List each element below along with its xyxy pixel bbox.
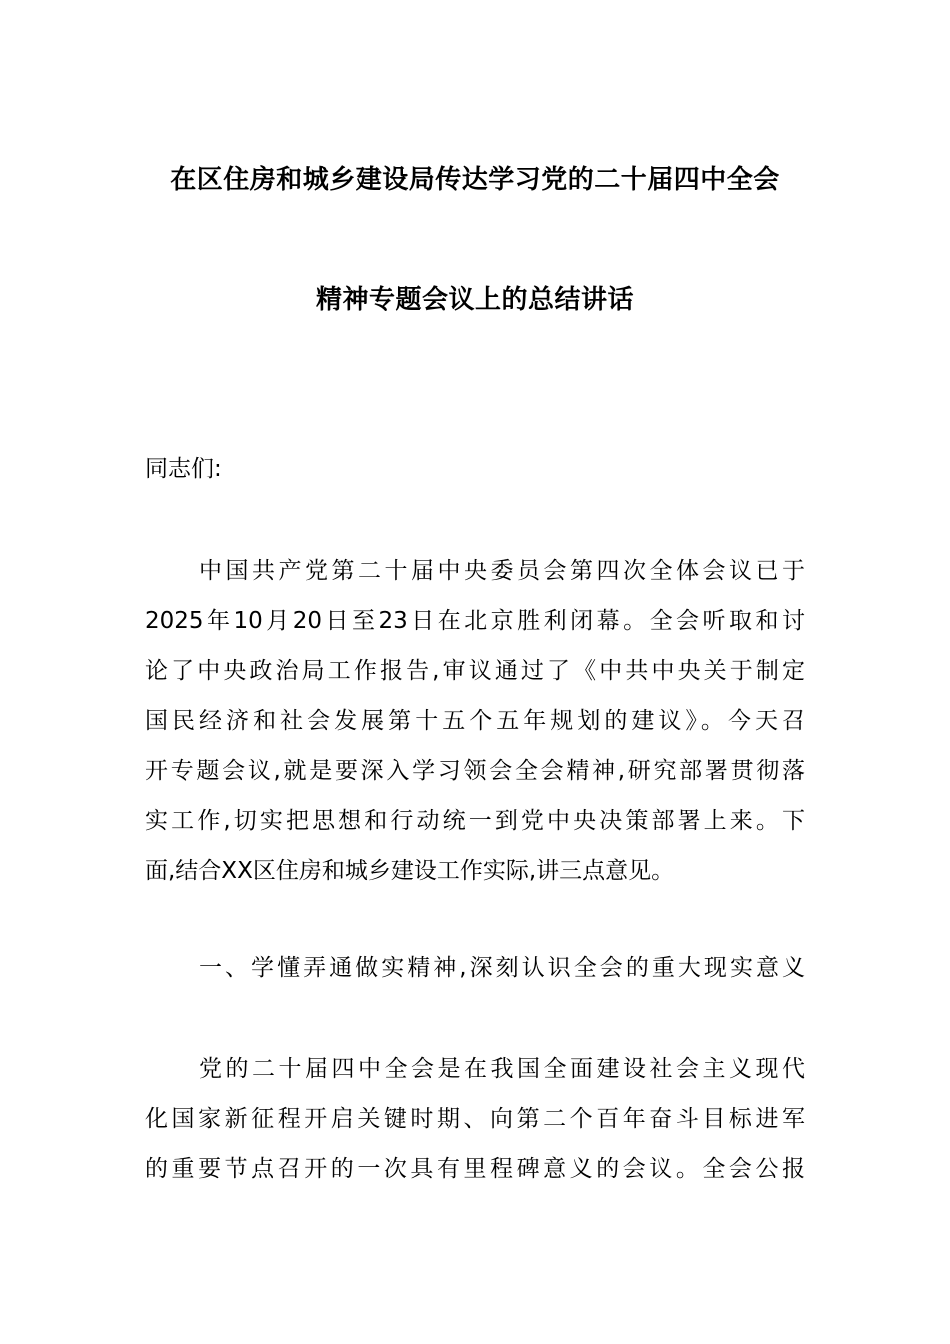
paragraph-line: 2025年10月20日至23日在北京胜利闭幕。全会听取和讨: [145, 608, 805, 634]
paragraph-line: 论了中央政治局工作报告,审议通过了《中共中央关于制定: [145, 658, 805, 684]
paragraph-line: 实工作,切实把思想和行动统一到党中央决策部署上来。下: [145, 808, 805, 834]
salutation: 同志们:: [145, 456, 222, 482]
paragraph-line: 中国共产党第二十届中央委员会第四次全体会议已于: [199, 558, 805, 584]
document-title-line-2: 精神专题会议上的总结讲话: [315, 285, 634, 315]
section-heading-1: 一、学懂弄通做实精神,深刻认识全会的重大现实意义: [199, 955, 805, 981]
paragraph-line: 面,结合XX区住房和城乡建设工作实际,讲三点意见。: [145, 858, 675, 884]
paragraph-line: 开专题会议,就是要深入学习领会全会精神,研究部署贯彻落: [145, 758, 805, 784]
paragraph-line: 化国家新征程开启关键时期、向第二个百年奋斗目标进军: [145, 1106, 805, 1132]
document-title-line-1: 在区住房和城乡建设局传达学习党的二十届四中全会: [170, 165, 780, 195]
paragraph-line: 的重要节点召开的一次具有里程碑意义的会议。全会公报: [145, 1156, 805, 1182]
paragraph-line: 国民经济和社会发展第十五个五年规划的建议》。今天召: [145, 708, 805, 734]
paragraph-line: 党的二十届四中全会是在我国全面建设社会主义现代: [199, 1056, 805, 1082]
